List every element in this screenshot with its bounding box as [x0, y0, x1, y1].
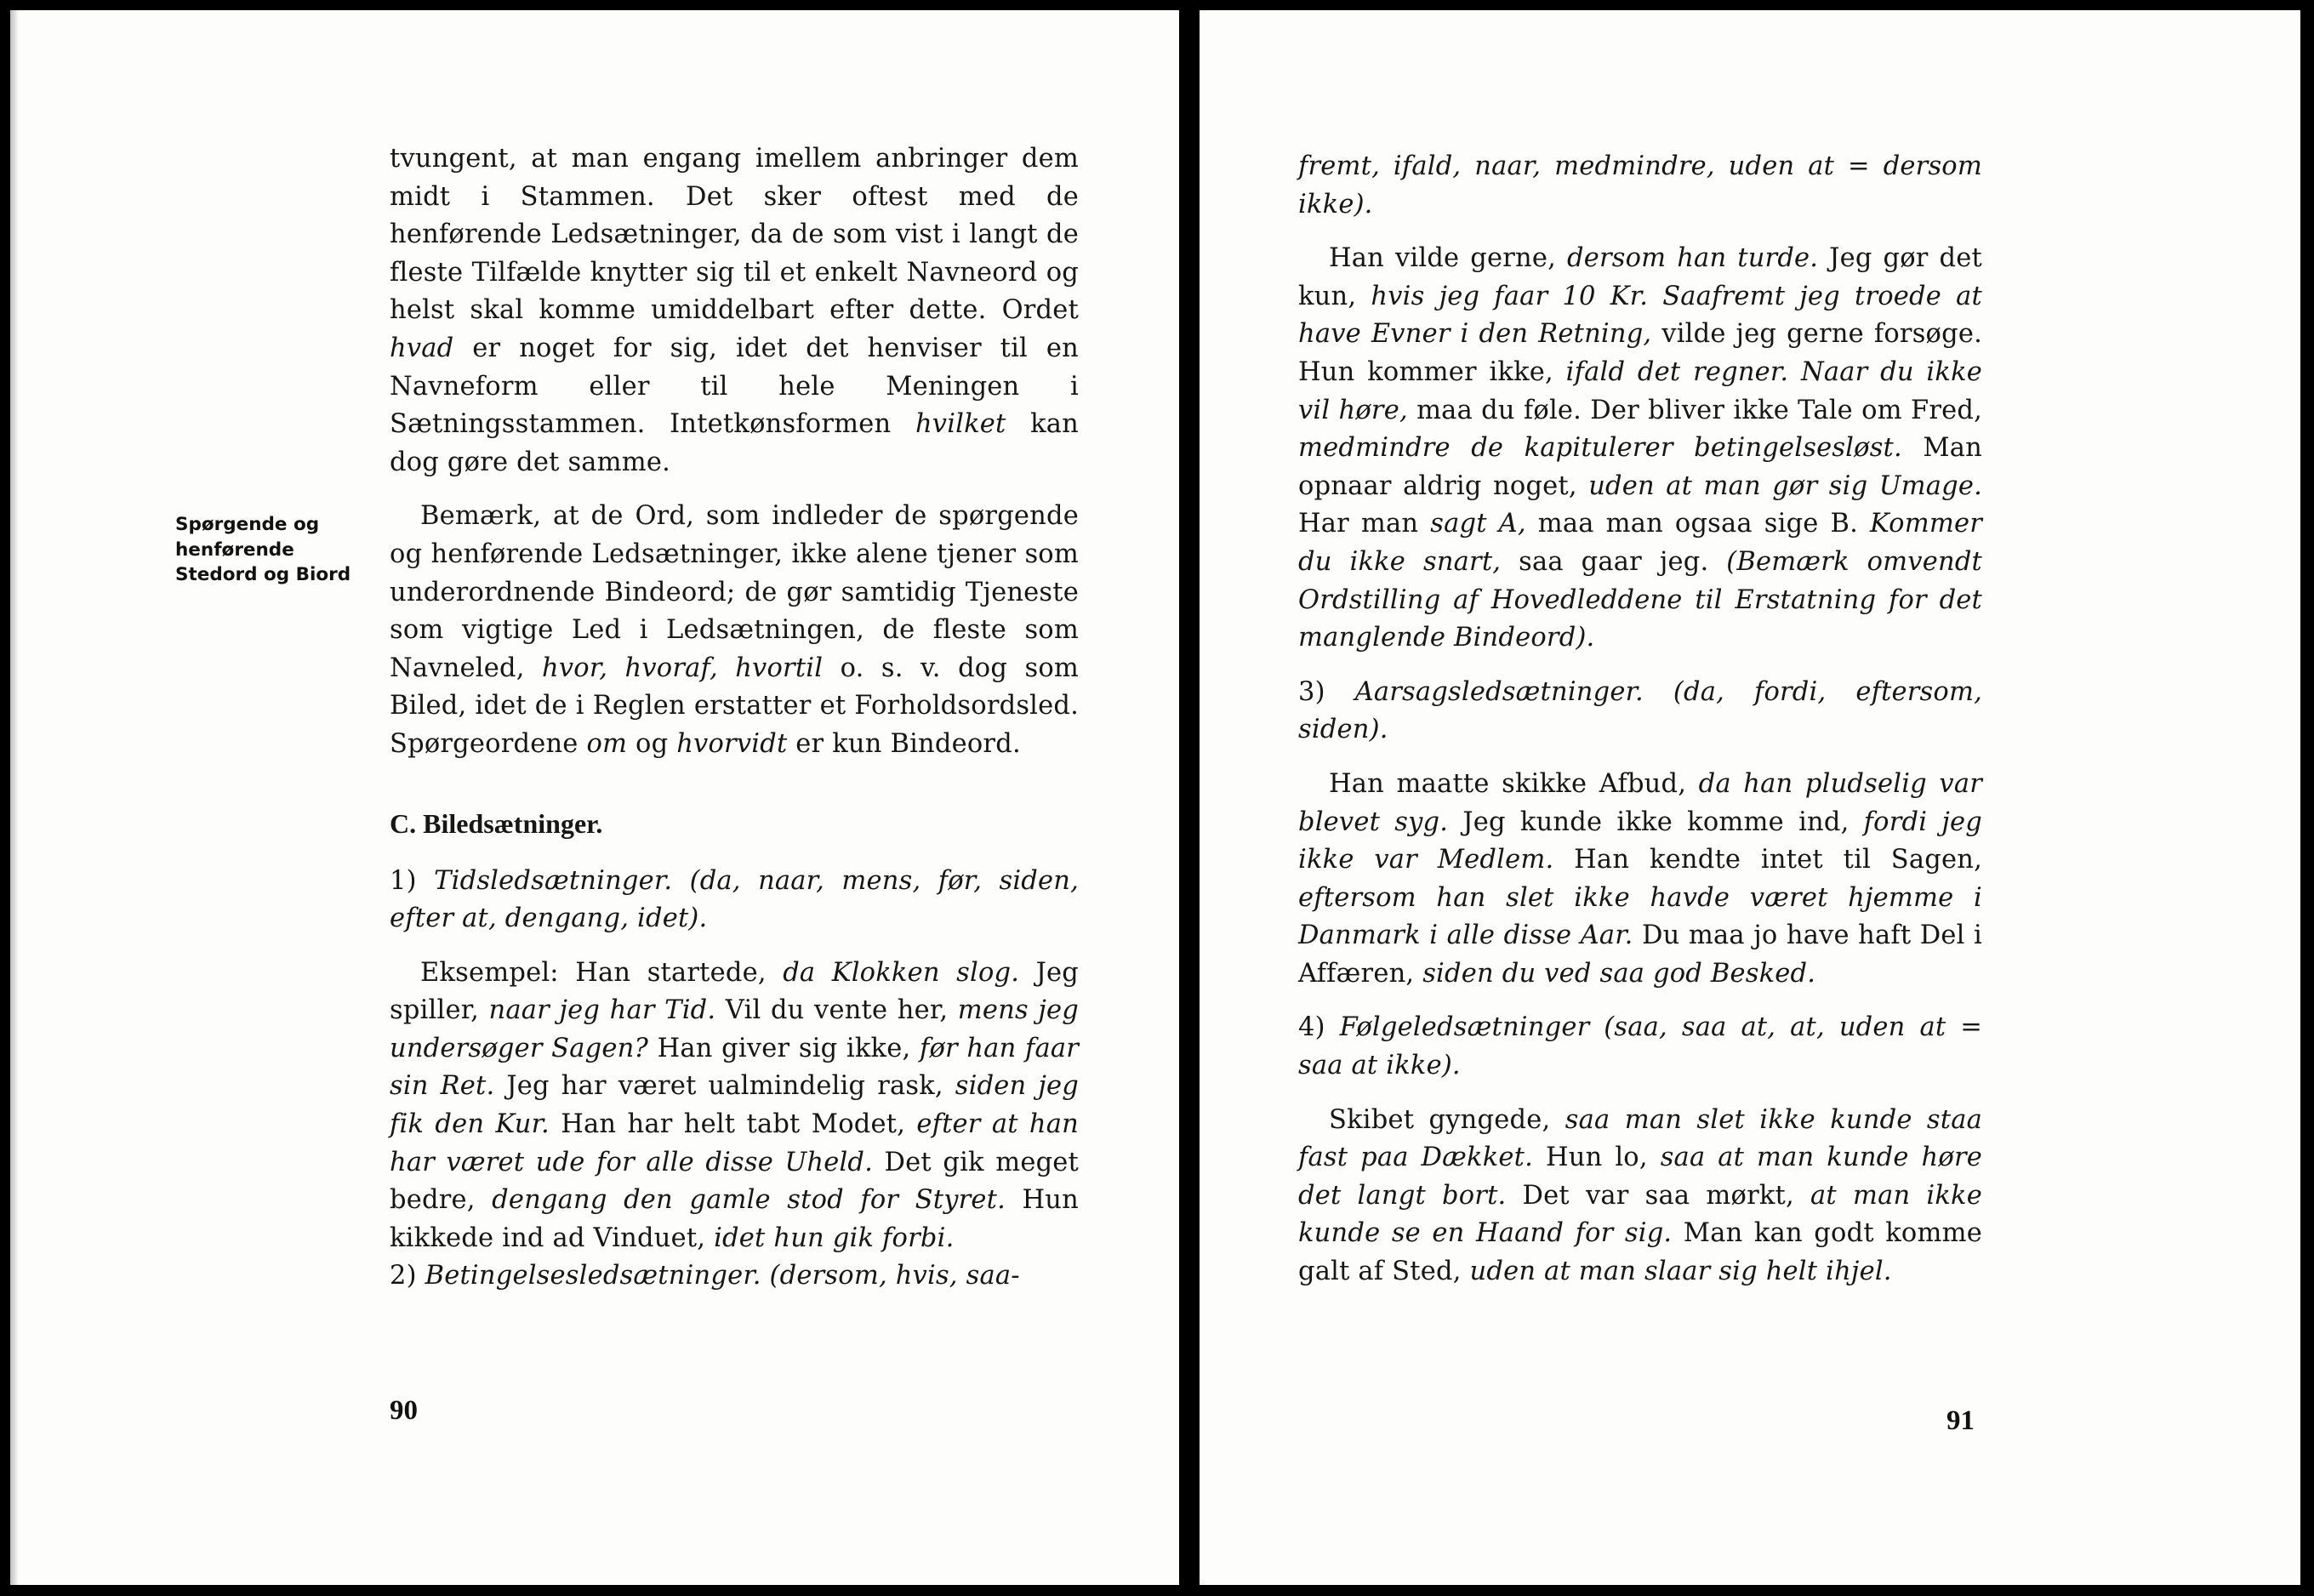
paragraph: Han vilde gerne, dersom han turde. Jeg gør det kun, hvis jeg faar 10 Kr. Saafremt jeg troede at have Evner i den Retning, vilde jeg gerne forsøge. Hun kommer ikke, ifald det regner. Naar du ikke vil høre, maa du føle. Der bliver ikke Tale om Fred, medmindre de kapitulerer betingelsesløst. Man opnaar aldrig noget, uden at man gør sig Umage. Har man sagt A, maa man ogsaa sige B. Kommer du ikke snart, saa gaar jeg. (Bemærk omvendt Ordstilling af Hovedleddene til Erstatning for det manglende Bindeord).	[1298, 243, 1983, 653]
paragraph: Eksempel: Han startede, da Klokken slog. Jeg spiller, naar jeg har Tid. Vil du vente her, mens jeg undersøger Sagen? Han giver sig ikke, før han faar sin Ret. Jeg har været ualmindelig rask, siden jeg fik den Kur. Han har helt tabt Modet, efter at han har været ude for alle disse Uheld. Det gik meget bedre, dengang den gamle stod for Styret. Hun kikkede ind ad Vinduet, idet hun gik forbi.	[390, 957, 1079, 1253]
right-page	[1200, 10, 2300, 1585]
italic-run: fordi jeg ikke var Medlem.	[1298, 807, 1982, 875]
page-number: 90	[390, 1395, 418, 1426]
italic-run: hvad	[390, 333, 454, 363]
italic-run: Tidsledsætninger. (da, naar, mens, før, siden, efter at, dengang, idet).	[390, 865, 1079, 934]
numbered-item: 2) Betingelsesledsætninger. (dersom, hvis, saa-	[390, 1261, 1020, 1291]
page-edge-shadow	[10, 10, 19, 1585]
numbered-item: 3) Aarsagsledsætninger. (da, fordi, eftersom, siden).	[1298, 676, 1982, 745]
italic-run: medmindre de kapitulerer betingelsesløst.	[1298, 433, 1902, 464]
paragraph: Skibet gyngede, saa man slet ikke kunde staa fast paa Dækket. Hun lo, saa at man kunde høre det langt bort. Det var saa mørkt, at man ikke kunde se en Haand for sig. Man kan godt komme galt af Sted, uden at man slaar sig helt ihjel.	[1298, 1104, 1982, 1287]
paragraph: Han maatte skikke Afbud, da han pludselig var blevet syg. Jeg kunde ikke komme ind, fordi jeg ikke var Medlem. Han kendte intet til Sagen, eftersom han slet ikke havde været hjemme i Danmark i alle disse Aar. Du maa jo have haft Del i Affæren, siden du ved saa god Besked.	[1298, 768, 1983, 989]
margin-note: Spørgende og henførende Stedord og Biord	[175, 514, 351, 585]
italic-run: eftersom han slet ikke havde været hjemme i Danmark i alle disse Aar.	[1298, 882, 1982, 951]
italic-run: da Klokken slog.	[783, 957, 1020, 988]
italic-run: uden at man slaar sig helt ihjel.	[1469, 1257, 1892, 1287]
italic-run: fremt, ifald, naar, medmindre, uden at = dersom ikke).	[1298, 151, 1982, 219]
italic-run: at man ikke kunde se en Haand for sig.	[1298, 1180, 1982, 1249]
italic-run: saa man slet ikke kunde staa fast paa Dækket.	[1298, 1104, 1982, 1173]
italic-run: om	[586, 728, 628, 759]
italic-run: Aarsagsledsætninger. (da, fordi, eftersom, siden).	[1298, 676, 1982, 745]
section-heading: C. Biledsætninger.	[390, 807, 603, 839]
paragraph: tvungent, at man engang imellem anbringer dem midt i Stammen. Det sker oftest med de henførende Ledsætninger, da de som vist i langt de fleste Tilfælde knytter sig til et enkelt Navneord og helst skal komme umiddelbart efter dette. Ordet hvad er noget for sig, idet det henviser til en Navneform eller til hele Meningen i Sætningsstammen. Intetkønsformen hvilket kan dog gøre det samme.	[390, 144, 1079, 477]
left-page	[10, 10, 1179, 1585]
italic-run: efter at han har været ude for alle disse Uheld.	[390, 1109, 1079, 1177]
italic-run: uden at man gør sig Umage.	[1588, 470, 1982, 501]
italic-run: Kommer du ikke snart,	[1298, 509, 1983, 577]
italic-run: siden du ved saa god Besked.	[1422, 958, 1816, 989]
italic-run: dengang den gamle stod for Styret.	[492, 1185, 1006, 1216]
right-text-column	[1298, 148, 1982, 1291]
italic-run: (Bemærk omvendt Ordstilling af Hovedleddene til Erstatning for det manglende Bindeord).	[1298, 546, 1983, 653]
numbered-item: 1) Tidsledsætninger. (da, naar, mens, før, siden, efter at, dengang, idet).	[390, 865, 1079, 934]
page-number: 91	[1946, 1405, 1975, 1436]
italic-run: naar jeg har Tid.	[488, 995, 716, 1026]
italic-run: hvor, hvoraf, hvortil	[542, 653, 824, 683]
italic-run: siden jeg fik den Kur.	[390, 1071, 1079, 1140]
italic-run: hvilket	[915, 409, 1006, 440]
numbered-item: 4) Følgeledsætninger (saa, saa at, at, uden at = saa at ikke).	[1298, 1012, 1982, 1081]
italic-run: ifald det regner. Naar du ikke vil høre,	[1298, 356, 1983, 425]
paragraph	[1298, 148, 1982, 224]
italic-run: sagt A,	[1430, 509, 1526, 539]
italic-run: Betingelsesledsætninger. (dersom, hvis, saa-	[425, 1261, 1020, 1291]
italic-run: mens jeg undersøger Sagen?	[390, 995, 1079, 1063]
italic-run: dersom han turde.	[1566, 243, 1819, 274]
italic-run: før han faar sin Ret.	[390, 1033, 1079, 1102]
italic-run: Følgeledsætninger (saa, saa at, at, uden at = saa at ikke).	[1298, 1012, 1982, 1081]
italic-run: saa at man kunde høre det langt bort.	[1298, 1143, 1982, 1211]
paragraph: Bemærk, at de Ord, som indleder de spørgende og henførende Ledsætninger, ikke alene tjener som underordnende Bindeord; de gør samtidig Tjeneste som vigtige Led i Ledsætningen, de fleste som Navneled, hvor, hvoraf, hvortil o. s. v. dog som Biled, idet de i Reglen erstatter et Forholdsordsled. Spørgeordene om og hvorvidt er kun Bindeord.	[390, 501, 1080, 759]
italic-run: hvorvidt	[676, 728, 788, 759]
italic-run: idet hun gik forbi.	[714, 1223, 955, 1253]
italic-run: hvis jeg faar 10 Kr. Saafremt jeg troede at have Evner i den Retning,	[1298, 281, 1982, 350]
left-text-column	[390, 140, 1079, 1296]
italic-run: da han pludselig var blevet syg.	[1298, 768, 1982, 837]
